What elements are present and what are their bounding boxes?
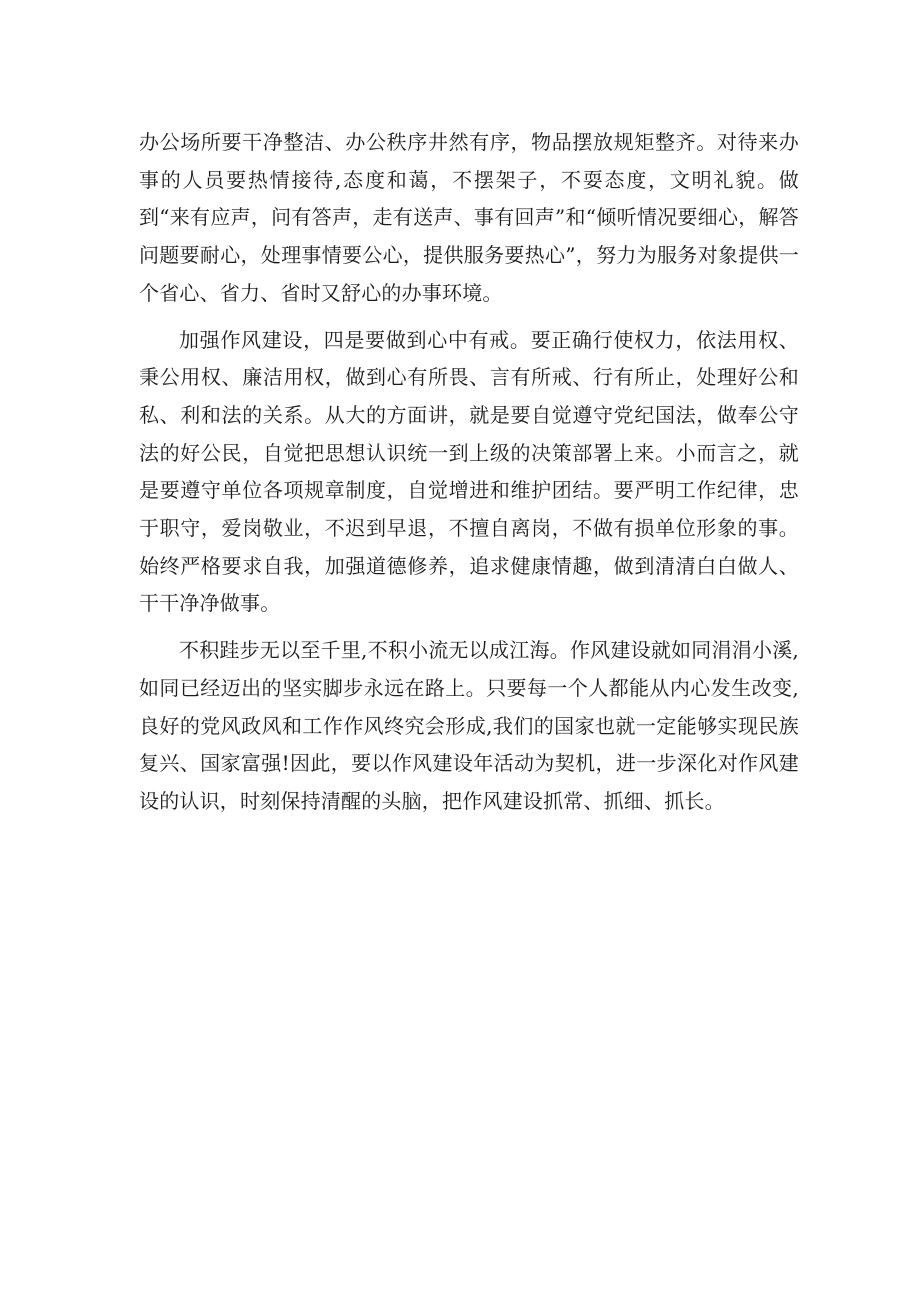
paragraph-continuation: 办公场所要干净整洁、办公秩序井然有序，物品摆放规矩整齐。对待来办事的人员要热情接待,态度和蔼，不摆架子，不耍态度，文明礼貌。做到“来有应声，问有答声，走有送声、事有回声”和“倾听情况要细心，解答问题要耐心，处理事情要公心，提供服务要热心”，努力为服务对象提供一个省心、省力、省时又舒心的办事环境。 xyxy=(139,130,799,305)
paragraph-self-discipline: 加强作风建设，四是要做到心中有戒。要正确行使权力，依法用权、秉公用权、廉洁用权，做到心有所畏、言有所戒、行有所止，处理好公和私、利和法的关系。从大的方面讲，就是要自觉遵守党纪国法，做奉公守法的好公民，自觉把思想认识统一到上级的决策部署上来。小而言之，就是要遵守单位各项规章制度，自觉增进和维护团结。要严明工作纪律，忠于职守，爱岗敬业，不迟到早退，不擅自离岗，不做有损单位形象的事。始终严格要求自我，加强道德修养，追求健康情趣，做到清清白白做人、干干净净做事。 xyxy=(139,327,799,616)
document-body xyxy=(139,124,799,830)
paragraph-conclusion: 不积跬步无以至千里,不积小流无以成江海。作风建设就如同涓涓小溪,如同已经迈出的坚实脚步永远在路上。只要每一个人都能从内心发生改变,良好的党风政风和工作作风终究会形成,我们的国家也就一定能够实现民族复兴、国家富强!因此，要以作风建设年活动为契机，进一步深化对作风建设的认识，时刻保持清醒的头脑，把作风建设抓常、抓细、抓长。 xyxy=(139,638,799,813)
